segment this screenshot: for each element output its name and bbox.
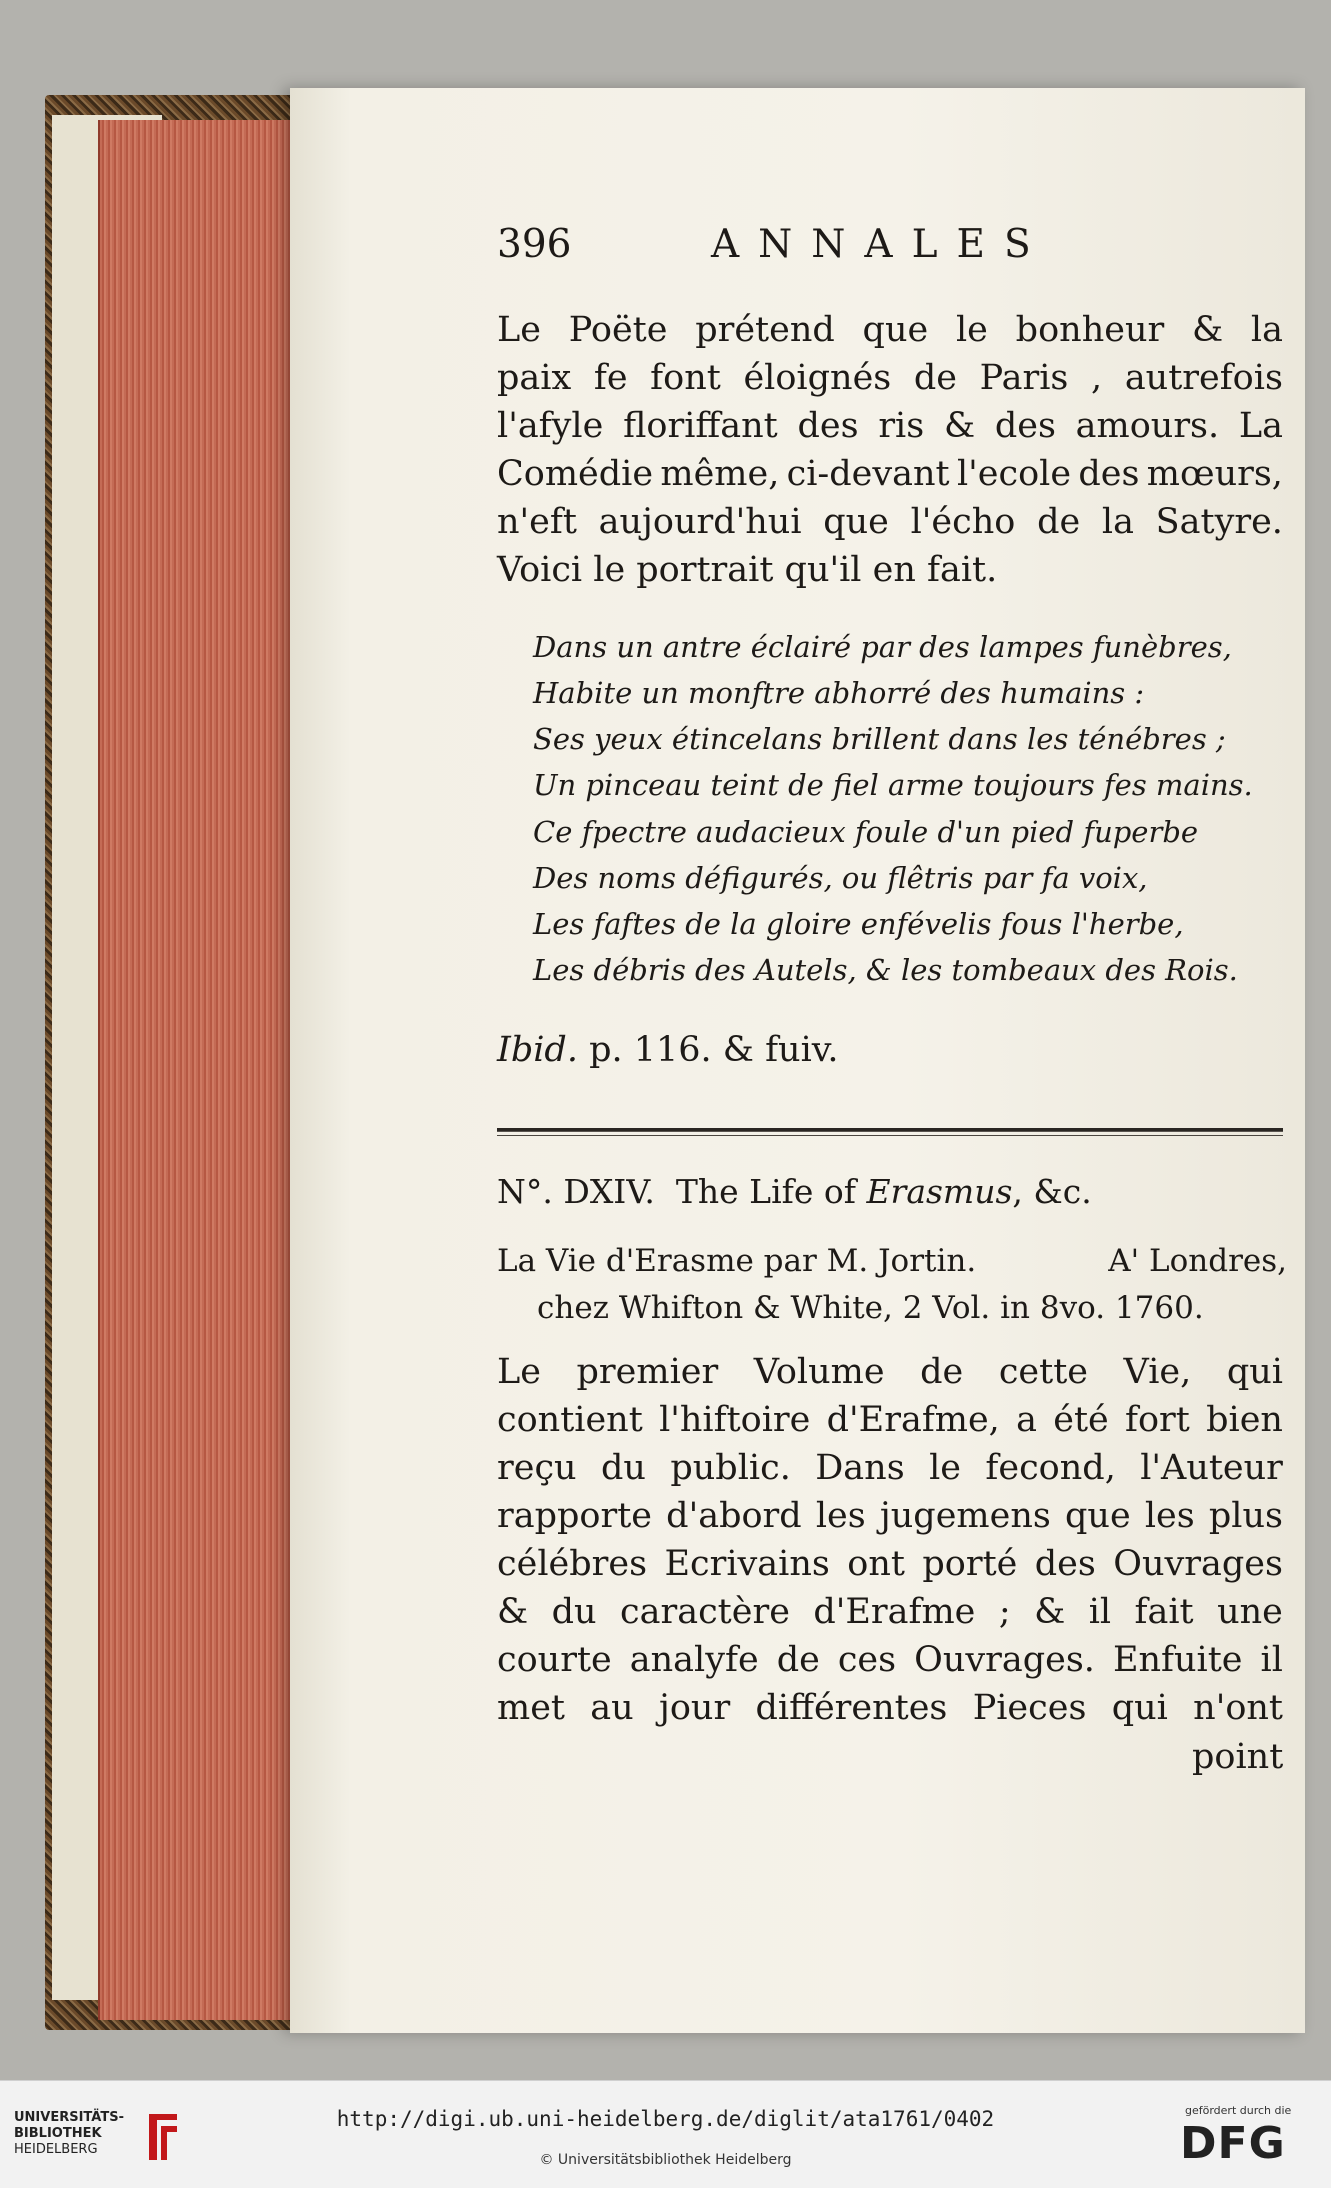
word: Volume bbox=[753, 1352, 885, 1392]
funding-note: gefördert durch die bbox=[1185, 2104, 1292, 2117]
word: même, bbox=[660, 454, 780, 494]
word: que bbox=[862, 310, 929, 350]
word: aujourd'hui bbox=[598, 502, 802, 542]
verse-line: Les faftes de la gloire enfévelis fous l'herbe, bbox=[533, 907, 1184, 941]
word: qui bbox=[1226, 1352, 1283, 1392]
word: jour bbox=[658, 1688, 731, 1728]
word: de bbox=[776, 1640, 820, 1680]
word: n'ont bbox=[1193, 1688, 1283, 1728]
word: bonheur bbox=[1015, 310, 1165, 350]
word: paix bbox=[497, 358, 572, 398]
word: que bbox=[823, 502, 889, 542]
permalink[interactable]: http://digi.ub.uni-heidelberg.de/diglit/ata1761/0402 bbox=[336, 2107, 995, 2131]
word: l'écho bbox=[910, 502, 1016, 542]
verse-line: Les débris des Autels, & les tombeaux des Rois. bbox=[533, 953, 1238, 987]
word: n'eft bbox=[497, 502, 577, 542]
paragraph-1-line bbox=[497, 502, 1283, 542]
word: des bbox=[1034, 1544, 1096, 1584]
word: éloignés bbox=[743, 358, 892, 398]
word: de bbox=[913, 358, 958, 398]
word: d'Erafme, bbox=[826, 1400, 1000, 1440]
word: public. bbox=[670, 1448, 791, 1488]
paragraph-2-line bbox=[497, 1688, 1283, 1728]
entry-heading bbox=[497, 1172, 1092, 1211]
paragraph-1-line bbox=[497, 310, 1283, 350]
word: les bbox=[1144, 1496, 1195, 1536]
entry-french-line-1 bbox=[497, 1243, 1287, 1279]
word: caractère bbox=[620, 1592, 790, 1632]
word: l'hiftoire bbox=[659, 1400, 811, 1440]
section-rule bbox=[497, 1128, 1283, 1132]
entry-french-title: La Vie d'Erasme par M. Jortin. bbox=[497, 1243, 977, 1279]
word: des bbox=[797, 406, 859, 446]
word: une bbox=[1217, 1592, 1283, 1632]
running-title: ANNALES bbox=[711, 222, 1050, 267]
word: fait bbox=[1134, 1592, 1194, 1632]
word: premier bbox=[576, 1352, 719, 1392]
verse-line: Dans un antre éclairé par des lampes funèbres, bbox=[533, 630, 1232, 664]
word: fecond, bbox=[985, 1448, 1116, 1488]
word: de bbox=[1037, 502, 1081, 542]
running-head bbox=[497, 222, 1050, 267]
entry-title-italic: Erasmus bbox=[866, 1172, 1013, 1211]
page-number: 396 bbox=[497, 222, 572, 267]
citation-ref: p. 116. & fuiv. bbox=[577, 1030, 839, 1070]
word: analyfe bbox=[629, 1640, 759, 1680]
entry-number: N°. DXIV. bbox=[497, 1172, 655, 1211]
word: du bbox=[551, 1592, 597, 1632]
word: Pieces bbox=[972, 1688, 1087, 1728]
word: Comédie bbox=[497, 454, 654, 494]
word: contient bbox=[497, 1400, 643, 1440]
word: au bbox=[590, 1688, 634, 1728]
entry-title-end: , &c. bbox=[1012, 1172, 1092, 1211]
word: fort bbox=[1125, 1400, 1190, 1440]
paragraph-2-line bbox=[497, 1352, 1283, 1392]
word: Enfuite bbox=[1112, 1640, 1243, 1680]
citation bbox=[497, 1030, 839, 1070]
word: célébres bbox=[497, 1544, 648, 1584]
word: il bbox=[1260, 1640, 1283, 1680]
word: d'abord bbox=[666, 1496, 802, 1536]
word: Poëte bbox=[568, 310, 668, 350]
word: Dans bbox=[815, 1448, 905, 1488]
word: il bbox=[1088, 1592, 1112, 1632]
word: reçu bbox=[497, 1448, 577, 1488]
copyright: © Universitätsbibliothek Heidelberg bbox=[539, 2152, 792, 2168]
word: , bbox=[1091, 358, 1103, 398]
word: la bbox=[1101, 502, 1134, 542]
digitization-footer bbox=[0, 2080, 1331, 2188]
word: ; bbox=[998, 1592, 1011, 1632]
word: des bbox=[994, 406, 1056, 446]
word: font bbox=[650, 358, 721, 398]
word: courte bbox=[497, 1640, 612, 1680]
word: Ouvrages bbox=[1113, 1544, 1283, 1584]
page-edges-red bbox=[98, 120, 295, 2020]
word: du bbox=[601, 1448, 646, 1488]
entry-french-place: A' Londres, bbox=[1108, 1243, 1287, 1279]
dfg-logo: DFG bbox=[1180, 2118, 1286, 2169]
verse-line: Des noms défigurés, ou flêtris par fa voix, bbox=[533, 861, 1148, 895]
paragraph-2-line bbox=[497, 1400, 1283, 1440]
word: ci-devant bbox=[786, 454, 950, 494]
verse-line: Ses yeux étincelans brillent dans les ténébres ; bbox=[533, 722, 1226, 756]
word: ces bbox=[837, 1640, 897, 1680]
library-name-line-2: BIBLIOTHEK bbox=[14, 2126, 102, 2141]
word: qui bbox=[1111, 1688, 1168, 1728]
word: floriffant bbox=[623, 406, 778, 446]
word: Ecrivains bbox=[664, 1544, 830, 1584]
paragraph-2-line bbox=[497, 1448, 1283, 1488]
word: des bbox=[1078, 454, 1140, 494]
library-name-line-3: HEIDELBERG bbox=[14, 2142, 98, 2157]
word: ont bbox=[847, 1544, 905, 1584]
word: Ouvrages. bbox=[914, 1640, 1095, 1680]
word: le bbox=[929, 1448, 961, 1488]
word: met bbox=[497, 1688, 565, 1728]
word: Le bbox=[497, 310, 541, 350]
word: bien bbox=[1206, 1400, 1283, 1440]
word: de bbox=[920, 1352, 964, 1392]
word: porté bbox=[922, 1544, 1018, 1584]
word: & bbox=[1191, 310, 1224, 350]
word: Vie, bbox=[1123, 1352, 1192, 1392]
word: Le bbox=[497, 1352, 541, 1392]
word: autrefois bbox=[1124, 358, 1283, 398]
word: l'afyle bbox=[497, 406, 604, 446]
word: différentes bbox=[755, 1688, 948, 1728]
word: rapporte bbox=[497, 1496, 652, 1536]
word: amours. bbox=[1075, 406, 1220, 446]
citation-ibid: Ibid. bbox=[497, 1030, 578, 1070]
word: plus bbox=[1208, 1496, 1283, 1536]
word: les bbox=[815, 1496, 866, 1536]
word: mœurs, bbox=[1146, 454, 1283, 494]
word: la bbox=[1250, 310, 1283, 350]
word: l'ecole bbox=[956, 454, 1072, 494]
paragraph-2-line bbox=[497, 1496, 1283, 1536]
word: été bbox=[1053, 1400, 1109, 1440]
word: Paris bbox=[979, 358, 1069, 398]
paragraph-2-line bbox=[497, 1544, 1283, 1584]
word: prétend bbox=[695, 310, 835, 350]
verse-line: Un pinceau teint de fiel arme toujours fes mains. bbox=[533, 768, 1253, 802]
paragraph-1-last-line: Voici le portrait qu'il en fait. bbox=[497, 550, 998, 590]
word: & bbox=[497, 1592, 529, 1632]
word: d'Erafme bbox=[813, 1592, 976, 1632]
word: cette bbox=[998, 1352, 1088, 1392]
word: fe bbox=[593, 358, 628, 398]
verse-line: Habite un monftre abhorré des humains : bbox=[533, 676, 1145, 710]
word: & bbox=[1034, 1592, 1066, 1632]
paragraph-1-line bbox=[497, 358, 1283, 398]
word: le bbox=[955, 310, 988, 350]
verse-line: Ce fpectre audacieux foule d'un pied fuperbe bbox=[533, 815, 1199, 849]
paragraph-2-line bbox=[497, 1640, 1283, 1680]
paragraph-1-line bbox=[497, 454, 1283, 494]
catchword: point bbox=[1192, 1737, 1284, 1777]
word: & bbox=[943, 406, 976, 446]
word: Satyre. bbox=[1155, 502, 1283, 542]
word: jugemens bbox=[879, 1496, 1051, 1536]
word: ris bbox=[878, 406, 925, 446]
word: l'Auteur bbox=[1140, 1448, 1283, 1488]
word: La bbox=[1238, 406, 1283, 446]
word: a bbox=[1016, 1400, 1037, 1440]
paragraph-1-line bbox=[497, 406, 1283, 446]
paragraph-2-line bbox=[497, 1592, 1283, 1632]
word: que bbox=[1065, 1496, 1131, 1536]
section-rule-thin bbox=[497, 1135, 1283, 1136]
entry-french-line-2: chez Whifton & White, 2 Vol. in 8vo. 1760. bbox=[537, 1290, 1204, 1326]
library-name-line-1: UNIVERSITÄTS- bbox=[14, 2110, 124, 2125]
entry-title-start: The Life of bbox=[675, 1172, 867, 1211]
